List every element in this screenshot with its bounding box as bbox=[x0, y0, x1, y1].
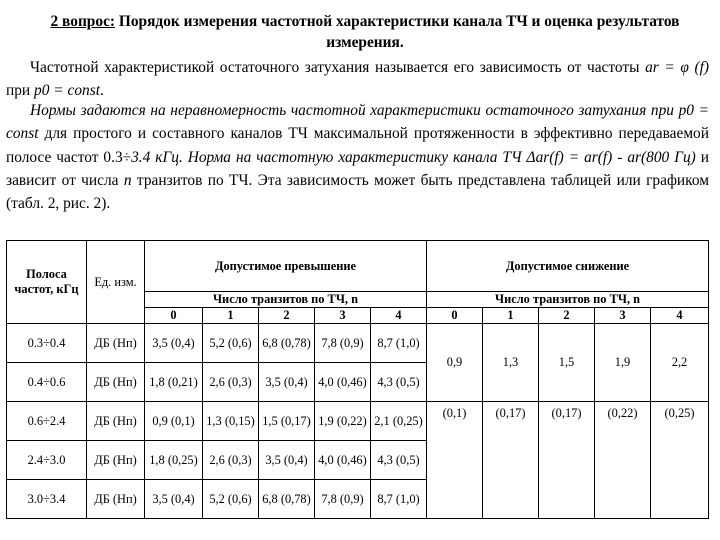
norms-table bbox=[6, 240, 709, 519]
header-band: Полоса частот, кГц bbox=[7, 241, 87, 324]
decrease-value: (0,17) bbox=[483, 402, 539, 519]
excess-value: 2,1 (0,25) bbox=[371, 402, 427, 441]
table-row bbox=[7, 324, 709, 363]
decrease-value: 1,3 bbox=[483, 324, 539, 402]
header-decrease: Допустимое снижение bbox=[427, 241, 709, 292]
paragraph-norms bbox=[6, 99, 709, 215]
decrease-value: (0,22) bbox=[595, 402, 651, 519]
excess-value: 4,3 (0,5) bbox=[371, 441, 427, 480]
p2-italic-1: Нормы задаются на неравномерность частотной характеристики остаточного затухания bbox=[30, 102, 647, 119]
transit-number: 3 bbox=[595, 308, 651, 324]
page-title bbox=[20, 11, 710, 53]
decrease-value: (0,25) bbox=[651, 402, 709, 519]
p2-text-1: при bbox=[646, 102, 679, 119]
transit-number: 1 bbox=[483, 308, 539, 324]
row-band: 0.4÷0.6 bbox=[7, 363, 87, 402]
excess-value: 2,6 (0,3) bbox=[203, 441, 259, 480]
excess-value: 1,5 (0,17) bbox=[259, 402, 315, 441]
excess-value: 2,6 (0,3) bbox=[203, 363, 259, 402]
row-unit: ДБ (Нп) bbox=[87, 363, 145, 402]
excess-value: 5,2 (0,6) bbox=[203, 324, 259, 363]
excess-value: 1,3 (0,15) bbox=[203, 402, 259, 441]
excess-value: 3,5 (0,4) bbox=[259, 441, 315, 480]
p1-text-2: при bbox=[6, 82, 35, 100]
row-unit: ДБ (Нп) bbox=[87, 480, 145, 519]
excess-value: 1,9 (0,22) bbox=[315, 402, 371, 441]
excess-value: 4,0 (0,46) bbox=[315, 441, 371, 480]
transit-number: 4 bbox=[371, 308, 427, 324]
excess-value: 4,3 (0,5) bbox=[371, 363, 427, 402]
excess-value: 6,8 (0,78) bbox=[259, 480, 315, 519]
row-unit: ДБ (Нп) bbox=[87, 441, 145, 480]
row-band: 0.6÷2.4 bbox=[7, 402, 87, 441]
excess-value: 5,2 (0,6) bbox=[203, 480, 259, 519]
paragraph-definition bbox=[6, 56, 709, 103]
excess-value: 3,5 (0,4) bbox=[145, 480, 203, 519]
excess-value: 8,7 (1,0) bbox=[371, 324, 427, 363]
decrease-value: (0,1) bbox=[427, 402, 483, 519]
p1-formula-1: ar = φ (f) bbox=[645, 59, 709, 76]
row-unit: ДБ (Нп) bbox=[87, 402, 145, 441]
excess-value: 4,0 (0,46) bbox=[315, 363, 371, 402]
p1-text-1: Частотной характеристикой остаточного затухания называется его зависимость от частоты bbox=[30, 59, 646, 76]
decrease-value: 1,5 bbox=[539, 324, 595, 402]
header-unit: Ед. изм. bbox=[87, 241, 145, 324]
p2-text-2: для простого и составного каналов ТЧ максимальной протяженности в эффективно передаваемой полосе частот bbox=[6, 125, 709, 166]
row-unit: ДБ (Нп) bbox=[87, 324, 145, 363]
excess-value: 0,9 (0,1) bbox=[145, 402, 203, 441]
decrease-value: (0,17) bbox=[539, 402, 595, 519]
decrease-value: 0,9 bbox=[427, 324, 483, 402]
p1-text-3: . bbox=[100, 82, 104, 100]
table-row bbox=[7, 402, 709, 441]
excess-value: 3,5 (0,4) bbox=[145, 324, 203, 363]
excess-value: 6,8 (0,78) bbox=[259, 324, 315, 363]
p2-text-4: транзитов по ТЧ. Эта зависимость может быть представлена таблицей или графиком (табл. 2, рис. 2). bbox=[6, 171, 709, 213]
row-band: 3.0÷3.4 bbox=[7, 480, 87, 519]
decrease-value: 1,9 bbox=[595, 324, 651, 402]
transit-number: 0 bbox=[145, 308, 203, 324]
excess-value: 3,5 (0,4) bbox=[259, 363, 315, 402]
excess-value: 1,8 (0,21) bbox=[145, 363, 203, 402]
p1-formula-2: p0 = const bbox=[34, 82, 100, 100]
excess-value: 7,8 (0,9) bbox=[315, 480, 371, 519]
transit-number: 2 bbox=[259, 308, 315, 324]
excess-value: 8,7 (1,0) bbox=[371, 480, 427, 519]
row-band: 0.3÷0.4 bbox=[7, 324, 87, 363]
header-transits-excess: Число транзитов по ТЧ, n bbox=[145, 292, 427, 308]
transit-number: 0 bbox=[427, 308, 483, 324]
p2-band-end: 3.4 кГц. Норма на частотную характеристику канала ТЧ Δar(f) = ar(f) - ar(800 Гц) bbox=[131, 148, 696, 166]
excess-value: 7,8 (0,9) bbox=[315, 324, 371, 363]
title-text: Порядок измерения частотной характеристики канала ТЧ и оценка результатов измерения. bbox=[115, 13, 680, 51]
p2-band-start: 0.3÷ bbox=[103, 148, 132, 166]
p2-text-3: и зависит от числа bbox=[6, 148, 709, 189]
header-transits-decrease: Число транзитов по ТЧ, n bbox=[427, 292, 709, 308]
p2-n: n bbox=[123, 171, 132, 189]
title-prefix: 2 вопрос: bbox=[50, 13, 116, 30]
excess-value: 1,8 (0,25) bbox=[145, 441, 203, 480]
row-band: 2.4÷3.0 bbox=[7, 441, 87, 480]
transit-number: 1 bbox=[203, 308, 259, 324]
header-excess: Допустимое превышение bbox=[145, 241, 427, 292]
p2-formula-1: p0 = const bbox=[6, 102, 710, 143]
transit-number: 3 bbox=[315, 308, 371, 324]
transit-number: 4 bbox=[651, 308, 709, 324]
decrease-value: 2,2 bbox=[651, 324, 709, 402]
transit-number: 2 bbox=[539, 308, 595, 324]
